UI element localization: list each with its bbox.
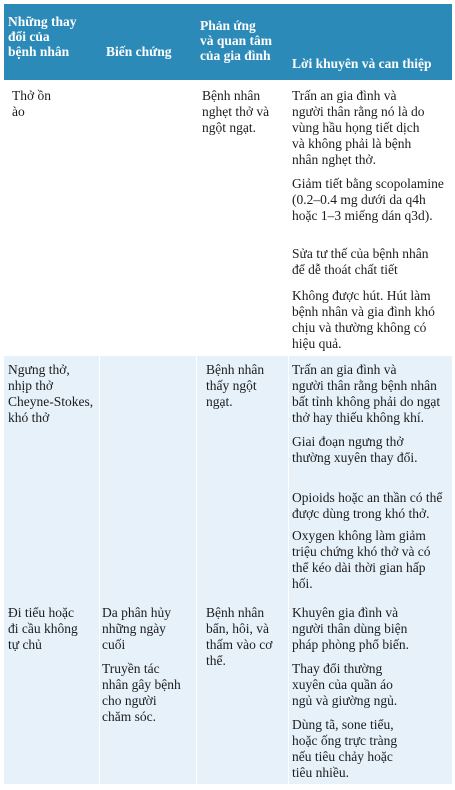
text-line: tiêu nhiều. <box>292 765 349 780</box>
text-line: vùng hầu họng tiết dịch <box>292 120 420 135</box>
column-divider <box>196 356 197 599</box>
text-line: Ngưng thở, <box>8 362 70 377</box>
text-line: thể. <box>206 653 226 668</box>
text-line: Trấn an gia đình và <box>292 362 397 377</box>
table-row <box>4 599 452 784</box>
text-line: và không phải là bệnh <box>292 136 412 151</box>
cell-complication <box>102 605 194 653</box>
advice-paragraph <box>292 362 450 426</box>
cell-family-reaction <box>202 88 288 136</box>
header-patient-changes <box>8 14 96 59</box>
advice-paragraph <box>292 490 450 522</box>
text-line: Thở ồn <box>12 88 52 103</box>
text-line: ào <box>12 104 25 119</box>
advice-paragraph <box>292 434 450 466</box>
text-line: đi cầu không <box>8 621 78 636</box>
text-line: Sửa tư thế của bệnh nhân <box>292 246 429 261</box>
text-line: Opioids hoặc an thần có thể <box>292 490 443 505</box>
text-line: bất tỉnh không phải do ngạt <box>292 394 441 409</box>
text-line: thấm vào cơ <box>206 637 273 652</box>
text-line: của gia đình <box>200 48 271 63</box>
text-line: người thân rằng nó là do <box>292 104 425 119</box>
text-line: Dùng tã, sone tiểu, <box>292 717 394 732</box>
text-line: Bệnh nhân <box>206 605 265 620</box>
cell-complication <box>102 661 194 725</box>
text-line: Bệnh nhân <box>206 362 265 377</box>
cell-patient-change <box>8 362 100 426</box>
table-header <box>4 4 452 80</box>
column-divider <box>196 599 197 784</box>
text-line: Truyền tác <box>102 661 160 676</box>
text-line: pháp phòng phổ biến. <box>292 637 409 652</box>
cell-patient-change <box>12 88 92 120</box>
text-line: Biến chứng <box>106 44 172 59</box>
header-family-reaction <box>200 18 290 63</box>
text-line: thở hay thiếu không khí. <box>292 410 425 425</box>
header-advice <box>292 56 452 71</box>
text-line: thấy ngột <box>206 378 257 393</box>
text-line: Trấn an gia đình và <box>292 88 397 103</box>
text-line: khó thở <box>8 410 50 425</box>
text-line: nghẹt thở và <box>202 104 270 119</box>
text-line: bẩn, hôi, và <box>206 621 269 636</box>
text-line: Lời khuyên và can thiệp <box>292 56 432 71</box>
text-line: Giai đoạn ngưng thở <box>292 434 404 449</box>
text-line: Thay đổi thường <box>292 661 383 676</box>
advice-paragraph <box>292 288 450 352</box>
text-line: hoặc 1–3 miếng dán q3d). <box>292 208 433 223</box>
advice-paragraph <box>292 528 450 592</box>
text-line: xuyên của quần áo <box>292 677 393 692</box>
text-line: những ngày <box>102 621 166 636</box>
text-line: để dễ thoát chất tiết <box>292 262 398 277</box>
text-line: ngủ và giường ngủ. <box>292 693 398 708</box>
advice-paragraph <box>292 176 450 224</box>
text-line: Giảm tiết bằng scopolamine <box>292 176 444 191</box>
cell-family-reaction <box>206 605 290 669</box>
care-table <box>4 4 452 784</box>
advice-paragraph <box>292 661 450 709</box>
text-line: Khuyên gia đình và <box>292 605 399 620</box>
text-line: Bệnh nhân <box>202 88 261 103</box>
text-line: ngạt. <box>206 394 233 409</box>
text-line: Phản ứng <box>200 18 256 33</box>
text-line: được dùng trong khó thở. <box>292 506 430 521</box>
table-row <box>4 80 452 356</box>
text-line: bệnh nhân <box>8 44 70 59</box>
text-line: cho người <box>102 693 157 708</box>
text-line: triệu chứng khó thở và có <box>292 544 431 559</box>
text-line: thể kéo dài thời gian hấp <box>292 560 426 575</box>
text-line: bệnh nhân và gia đình khó <box>292 304 435 319</box>
text-line: hiệu quả. <box>292 336 342 351</box>
text-line: nếu tiêu chảy hoặc <box>292 749 393 764</box>
text-line: Da phân hủy <box>102 605 171 620</box>
column-divider <box>288 356 289 599</box>
text-line: Oxygen không làm giảm <box>292 528 426 543</box>
header-complications <box>106 44 196 59</box>
text-line: Cheyne-Stokes, <box>8 394 94 409</box>
text-line: chăm sóc. <box>102 709 156 724</box>
text-line: ngột ngạt. <box>202 120 256 135</box>
text-line: hối. <box>292 576 313 591</box>
text-line: cuối <box>102 637 126 652</box>
text-line: đổi của <box>8 29 50 44</box>
text-line: và quan tâm <box>200 33 273 48</box>
text-line: tự chủ <box>8 637 42 652</box>
text-line: hoặc ống trực tràng <box>292 733 398 748</box>
text-line: người thân dùng biện <box>292 621 408 636</box>
text-line: nhân gây bệnh <box>102 677 181 692</box>
cell-family-reaction <box>206 362 288 410</box>
text-line: chịu và thường không có <box>292 320 427 335</box>
text-line: Đi tiểu hoặc <box>8 605 74 620</box>
advice-paragraph <box>292 88 450 168</box>
text-line: người thân rằng bệnh nhân <box>292 378 437 393</box>
text-line: nhân nghẹt thở. <box>292 152 376 167</box>
text-line: (0.2–0.4 mg dưới da q4h <box>292 192 426 207</box>
text-line: Không được hút. Hút làm <box>292 288 431 303</box>
advice-paragraph <box>292 605 450 653</box>
text-line: thường xuyên thay đổi. <box>292 450 418 465</box>
column-divider <box>99 599 100 784</box>
table-row <box>4 356 452 599</box>
text-line: nhịp thở <box>8 378 54 393</box>
advice-paragraph <box>292 246 450 278</box>
advice-paragraph <box>292 717 450 781</box>
cell-patient-change <box>8 605 98 653</box>
text-line: Những thay <box>8 14 77 29</box>
